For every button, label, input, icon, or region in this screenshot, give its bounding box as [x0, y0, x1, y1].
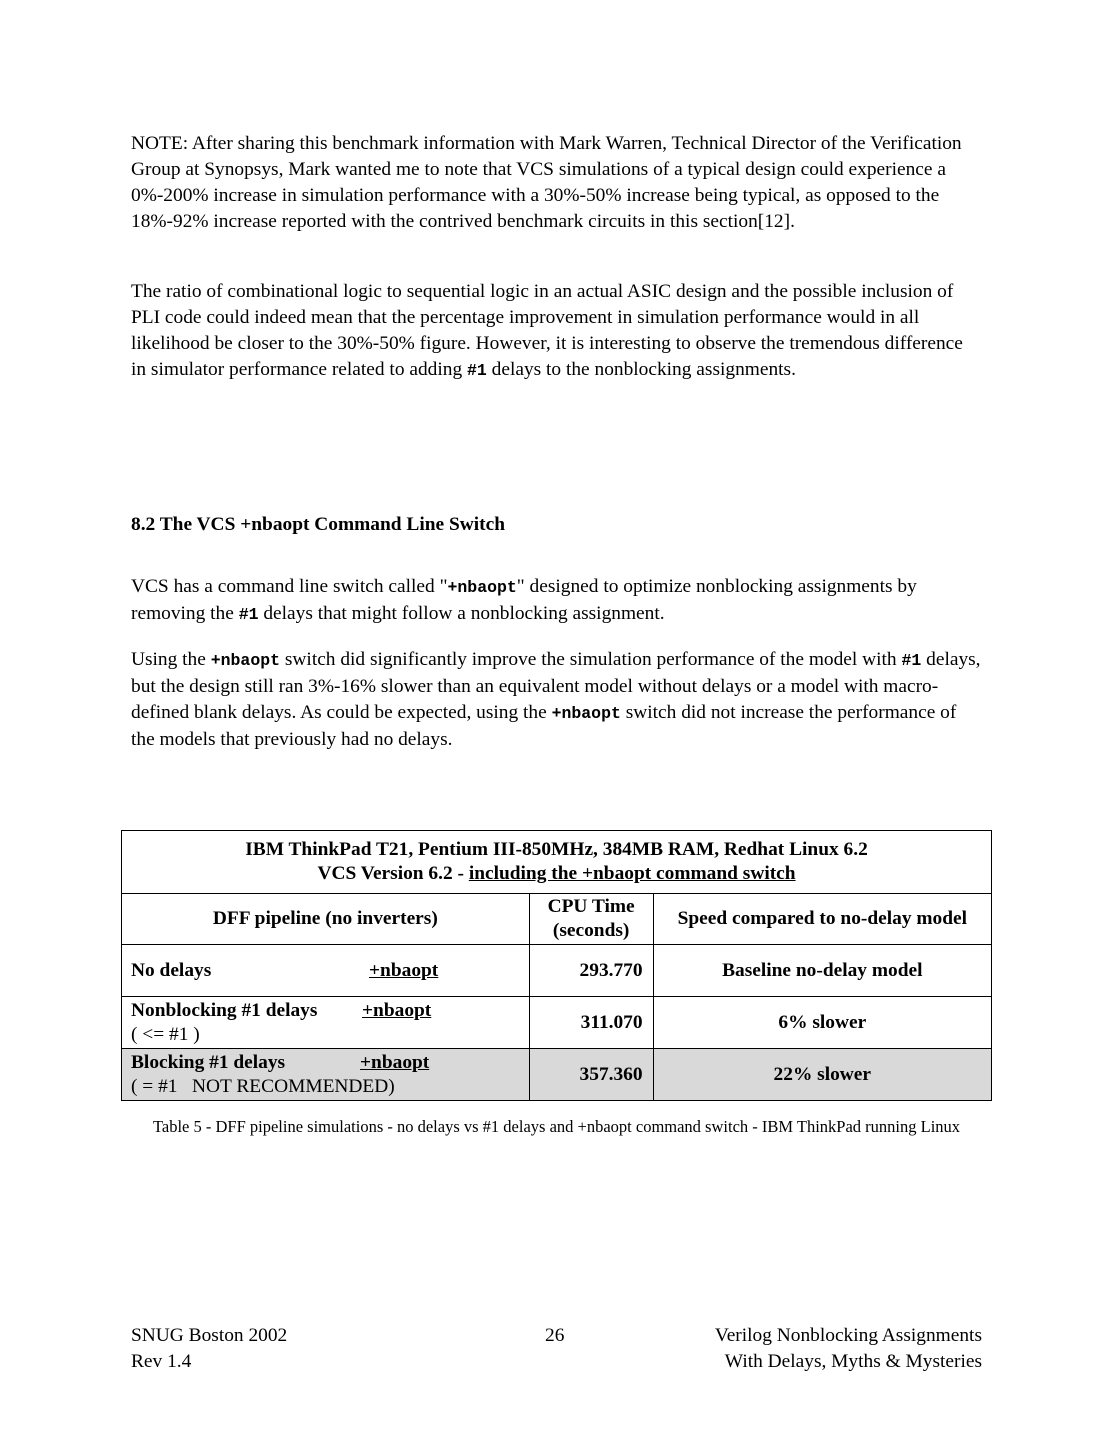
row-label-option: +nbaopt [360, 1051, 430, 1073]
text-run: The ratio of combinational logic to sequential logic in an actual ASIC design and the possible inclusion of PLI code could indeed mean that the percentage improvement in simulation performance would in all likelihood be closer to the 30%-50% figure. However, it is interesting to observe the tremendous difference in simulator performance related to adding [131, 281, 963, 380]
text-run: delays to the nonblocking assignments. [486, 359, 796, 380]
row-label-sub: ( <= #1 ) [131, 1023, 200, 1045]
text-run: delays that might follow a nonblocking assignment. [258, 603, 665, 624]
table-title-row [122, 831, 992, 894]
text-run: switch did not increase the performance of the models that previously had no delays. [131, 702, 957, 750]
section-heading: 8.2 The VCS +nbaopt Command Line Switch [131, 514, 505, 535]
row-label-option: +nbaopt [362, 999, 432, 1021]
table-title-line1: IBM ThinkPad T21, Pentium III-850MHz, 384MB RAM, Redhat Linux 6.2 [245, 839, 868, 860]
comparison-cell: 22% slower [653, 1049, 991, 1101]
row-label [122, 945, 530, 997]
text-run: " designed to optimize nonblocking assignments by removing the [131, 576, 917, 624]
footer-conference: SNUG Boston 2002 [131, 1325, 288, 1346]
page-number: 26 [545, 1325, 565, 1346]
nbaopt-intro-paragraph [131, 574, 982, 628]
text-run: VCS Version 6.2 - [317, 863, 469, 884]
footer-title-line1: Verilog Nonblocking Assignments [714, 1325, 982, 1346]
cpu-time-cell: 311.070 [529, 997, 653, 1049]
table-caption: Table 5 - DFF pipeline simulations - no delays vs #1 delays and +nbaopt command switch - IBM ThinkPad running Linux [152, 1117, 961, 1136]
footer-right [715, 1323, 982, 1375]
text-run: switch did significantly improve the simulation performance of the model with [280, 649, 902, 670]
table-title [122, 831, 992, 894]
table-row [122, 997, 992, 1049]
benchmark-table [121, 830, 992, 1101]
code-nbaopt: +nbaopt [447, 578, 517, 597]
ratio-paragraph [131, 279, 982, 384]
code-delay: #1 [238, 605, 259, 624]
cpu-time-cell: 293.770 [529, 945, 653, 997]
table-title-line2 [122, 862, 991, 886]
row-label [122, 997, 530, 1049]
table-header-row [122, 894, 992, 945]
footer-title-line2: With Delays, Myths & Mysteries [724, 1351, 982, 1372]
underlined-text: including the +nbaopt command switch [468, 863, 796, 884]
comparison-cell: Baseline no-delay model [653, 945, 991, 997]
row-label [122, 1049, 530, 1101]
code-delay: #1 [466, 361, 487, 380]
code-delay: #1 [901, 651, 922, 670]
code-nbaopt: +nbaopt [551, 704, 621, 723]
text-run: delays, but the design still ran 3%-16% slower than an equivalent model without delays or a model with macro-defined blank delays. As could be expected, using the [131, 649, 981, 723]
text-run: Using the [131, 649, 211, 670]
row-label-sub: ( = #1 NOT RECOMMENDED) [131, 1075, 395, 1097]
code-nbaopt: +nbaopt [210, 651, 281, 670]
column-header-design: DFF pipeline (no inverters) [122, 894, 530, 945]
cpu-time-cell: 357.360 [529, 1049, 653, 1101]
row-label-name: No delays [131, 959, 212, 981]
row-label-option: +nbaopt [369, 959, 439, 981]
table-row [122, 1049, 992, 1101]
table-row [122, 945, 992, 997]
row-label-name: Blocking #1 delays [131, 1051, 286, 1073]
footer-left [131, 1323, 287, 1375]
text-run: VCS has a command line switch called " [131, 576, 448, 597]
nbaopt-results-paragraph [131, 647, 982, 753]
comparison-cell: 6% slower [653, 997, 991, 1049]
footer-revision: Rev 1.4 [131, 1351, 192, 1372]
column-header-speed: Speed compared to no-delay model [653, 894, 991, 945]
note-paragraph: NOTE: After sharing this benchmark information with Mark Warren, Technical Director of the Verification Group at Synopsys, Mark wanted me to note that VCS simulations of a typical design could experience a 0%-200% increase in simulation performance with a 30%-50% increase being typical, as opposed to the 18%-92% increase reported with the contrived benchmark circuits in this section[12]. [131, 133, 962, 232]
row-label-name: Nonblocking #1 delays [131, 999, 318, 1021]
column-header-cpu-time: CPU Time (seconds) [529, 894, 653, 945]
